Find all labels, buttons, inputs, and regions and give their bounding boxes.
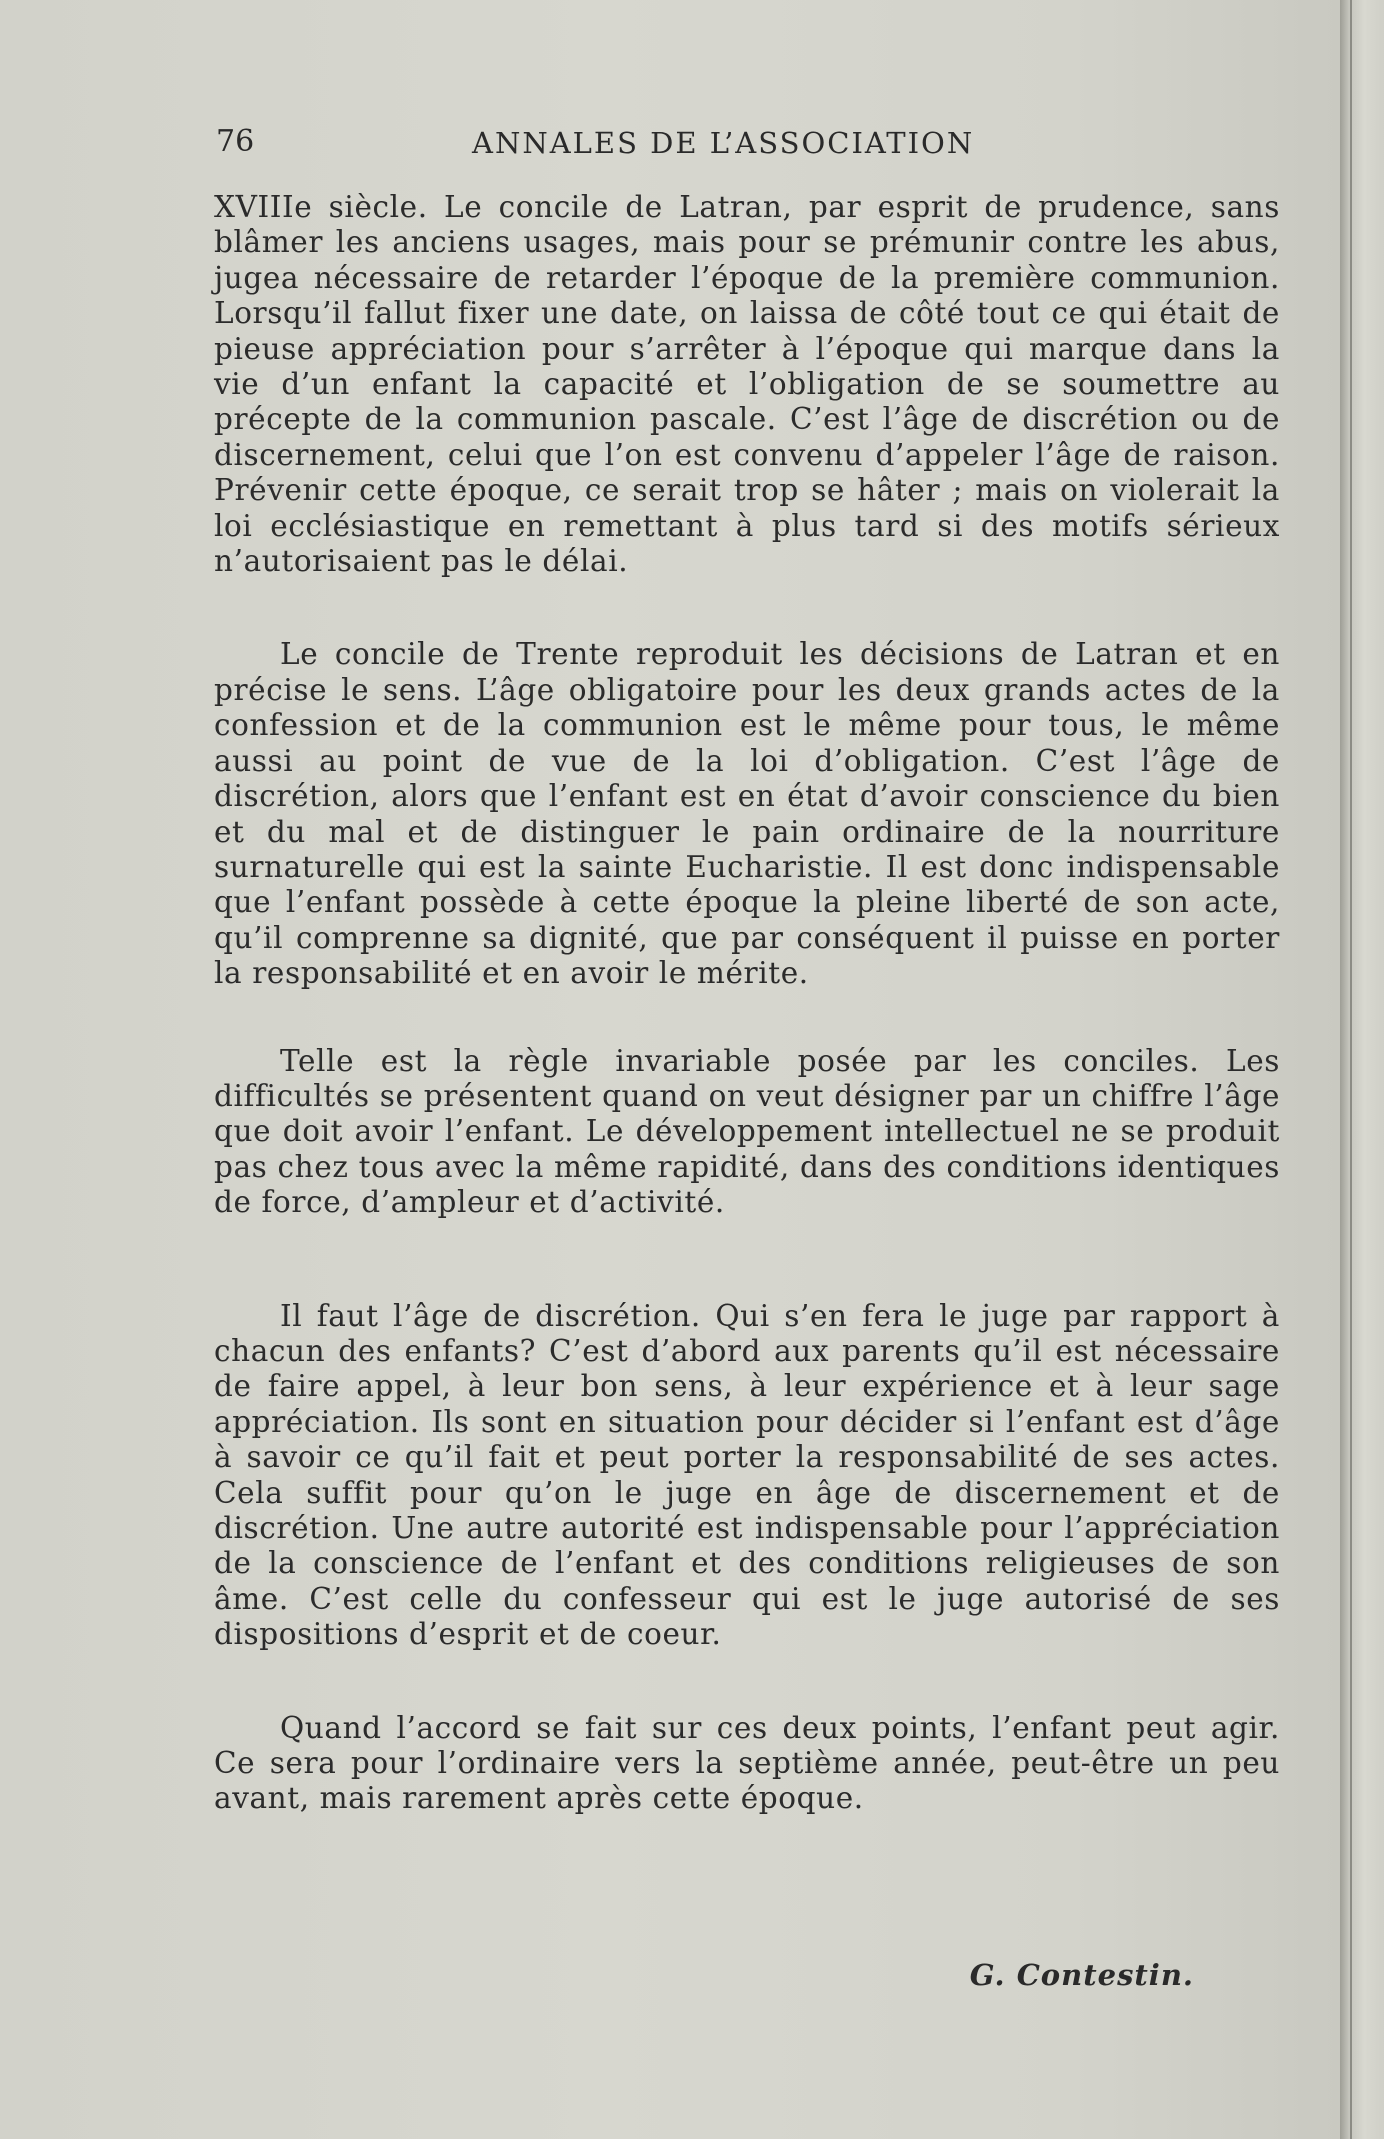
paragraph-3: Telle est la règle invariable posée par les conciles. Les difficultés se présentent quand on veut désigner par un chiffre l’âge que doit avoir l’enfant. Le développement intellectuel ne se produit pas chez tous avec la même rapidité, dans des conditions identiques de force, d’ampleur et d’activité.: [214, 1043, 1280, 1220]
paragraph-1: XVIIIe siècle. Le concile de Latran, par esprit de prudence, sans blâmer les anciens usages, mais pour se prémunir contre les abus, jugea nécessaire de retarder l’époque de la première communion. Lorsqu’il fallut fixer une date, on laissa de côté tout ce qui était de pieuse appréciation pour s’arrêter à l’époque qui marque dans la vie d’un enfant la capacité et l’obligation de se soumettre au précepte de la communion pascale. C’est l’âge de discrétion ou de discernement, celui que l’on est convenu d’appeler l’âge de raison. Prévenir cette époque, ce serait trop se hâter ; mais on violerait la loi ecclésiastique en remettant à plus tard si des motifs sérieux n’autorisaient pas le délai.: [214, 190, 1280, 579]
page-edge: [1340, 0, 1384, 2139]
paragraph-5: Quand l’accord se fait sur ces deux points, l’enfant peut agir. Ce sera pour l’ordinaire vers la septième année, peut-être un peu avant, mais rarement après cette époque.: [214, 1710, 1280, 1816]
paragraph-4: Il faut l’âge de discrétion. Qui s’en fera le juge par rapport à chacun des enfants? C’est d’abord aux parents qu’il est nécessaire de faire appel, à leur bon sens, à leur expérience et à leur sage appréciation. Ils sont en situation pour décider si l’enfant est d’âge à savoir ce qu’il fait et peut porter la responsabilité de ses actes. Cela suffit pour qu’on le juge en âge de discernement et de discrétion. Une autre autorité est indispensable pour l’appréciation de la conscience de l’enfant et des conditions religieuses de son âme. C’est celle du confesseur qui est le juge autorisé de ses dispositions d’esprit et de coeur.: [214, 1298, 1280, 1652]
paragraph-2: Le concile de Trente reproduit les décisions de Latran et en précise le sens. L’âge obligatoire pour les deux grands actes de la confession et de la communion est le même pour tous, le même aussi au point de vue de la loi d’obligation. C’est l’âge de discrétion, alors que l’enfant est en état d’avoir conscience du bien et du mal et de distinguer le pain ordinaire de la nourriture surnaturelle qui est la sainte Eucharistie. Il est donc indispensable que l’enfant possède à cette époque la pleine liberté de son acte, qu’il comprenne sa dignité, que par conséquent il puisse en porter la responsabilité et en avoir le mérite.: [214, 637, 1280, 991]
page-header: [216, 124, 1036, 164]
page-edge-line: [1350, 0, 1352, 2139]
page-number: 76: [216, 124, 255, 159]
author-signature: G. Contestin.: [969, 1958, 1194, 1992]
running-title: ANNALES DE L’ASSOCIATION: [472, 126, 975, 160]
body-text: [214, 190, 1280, 1817]
